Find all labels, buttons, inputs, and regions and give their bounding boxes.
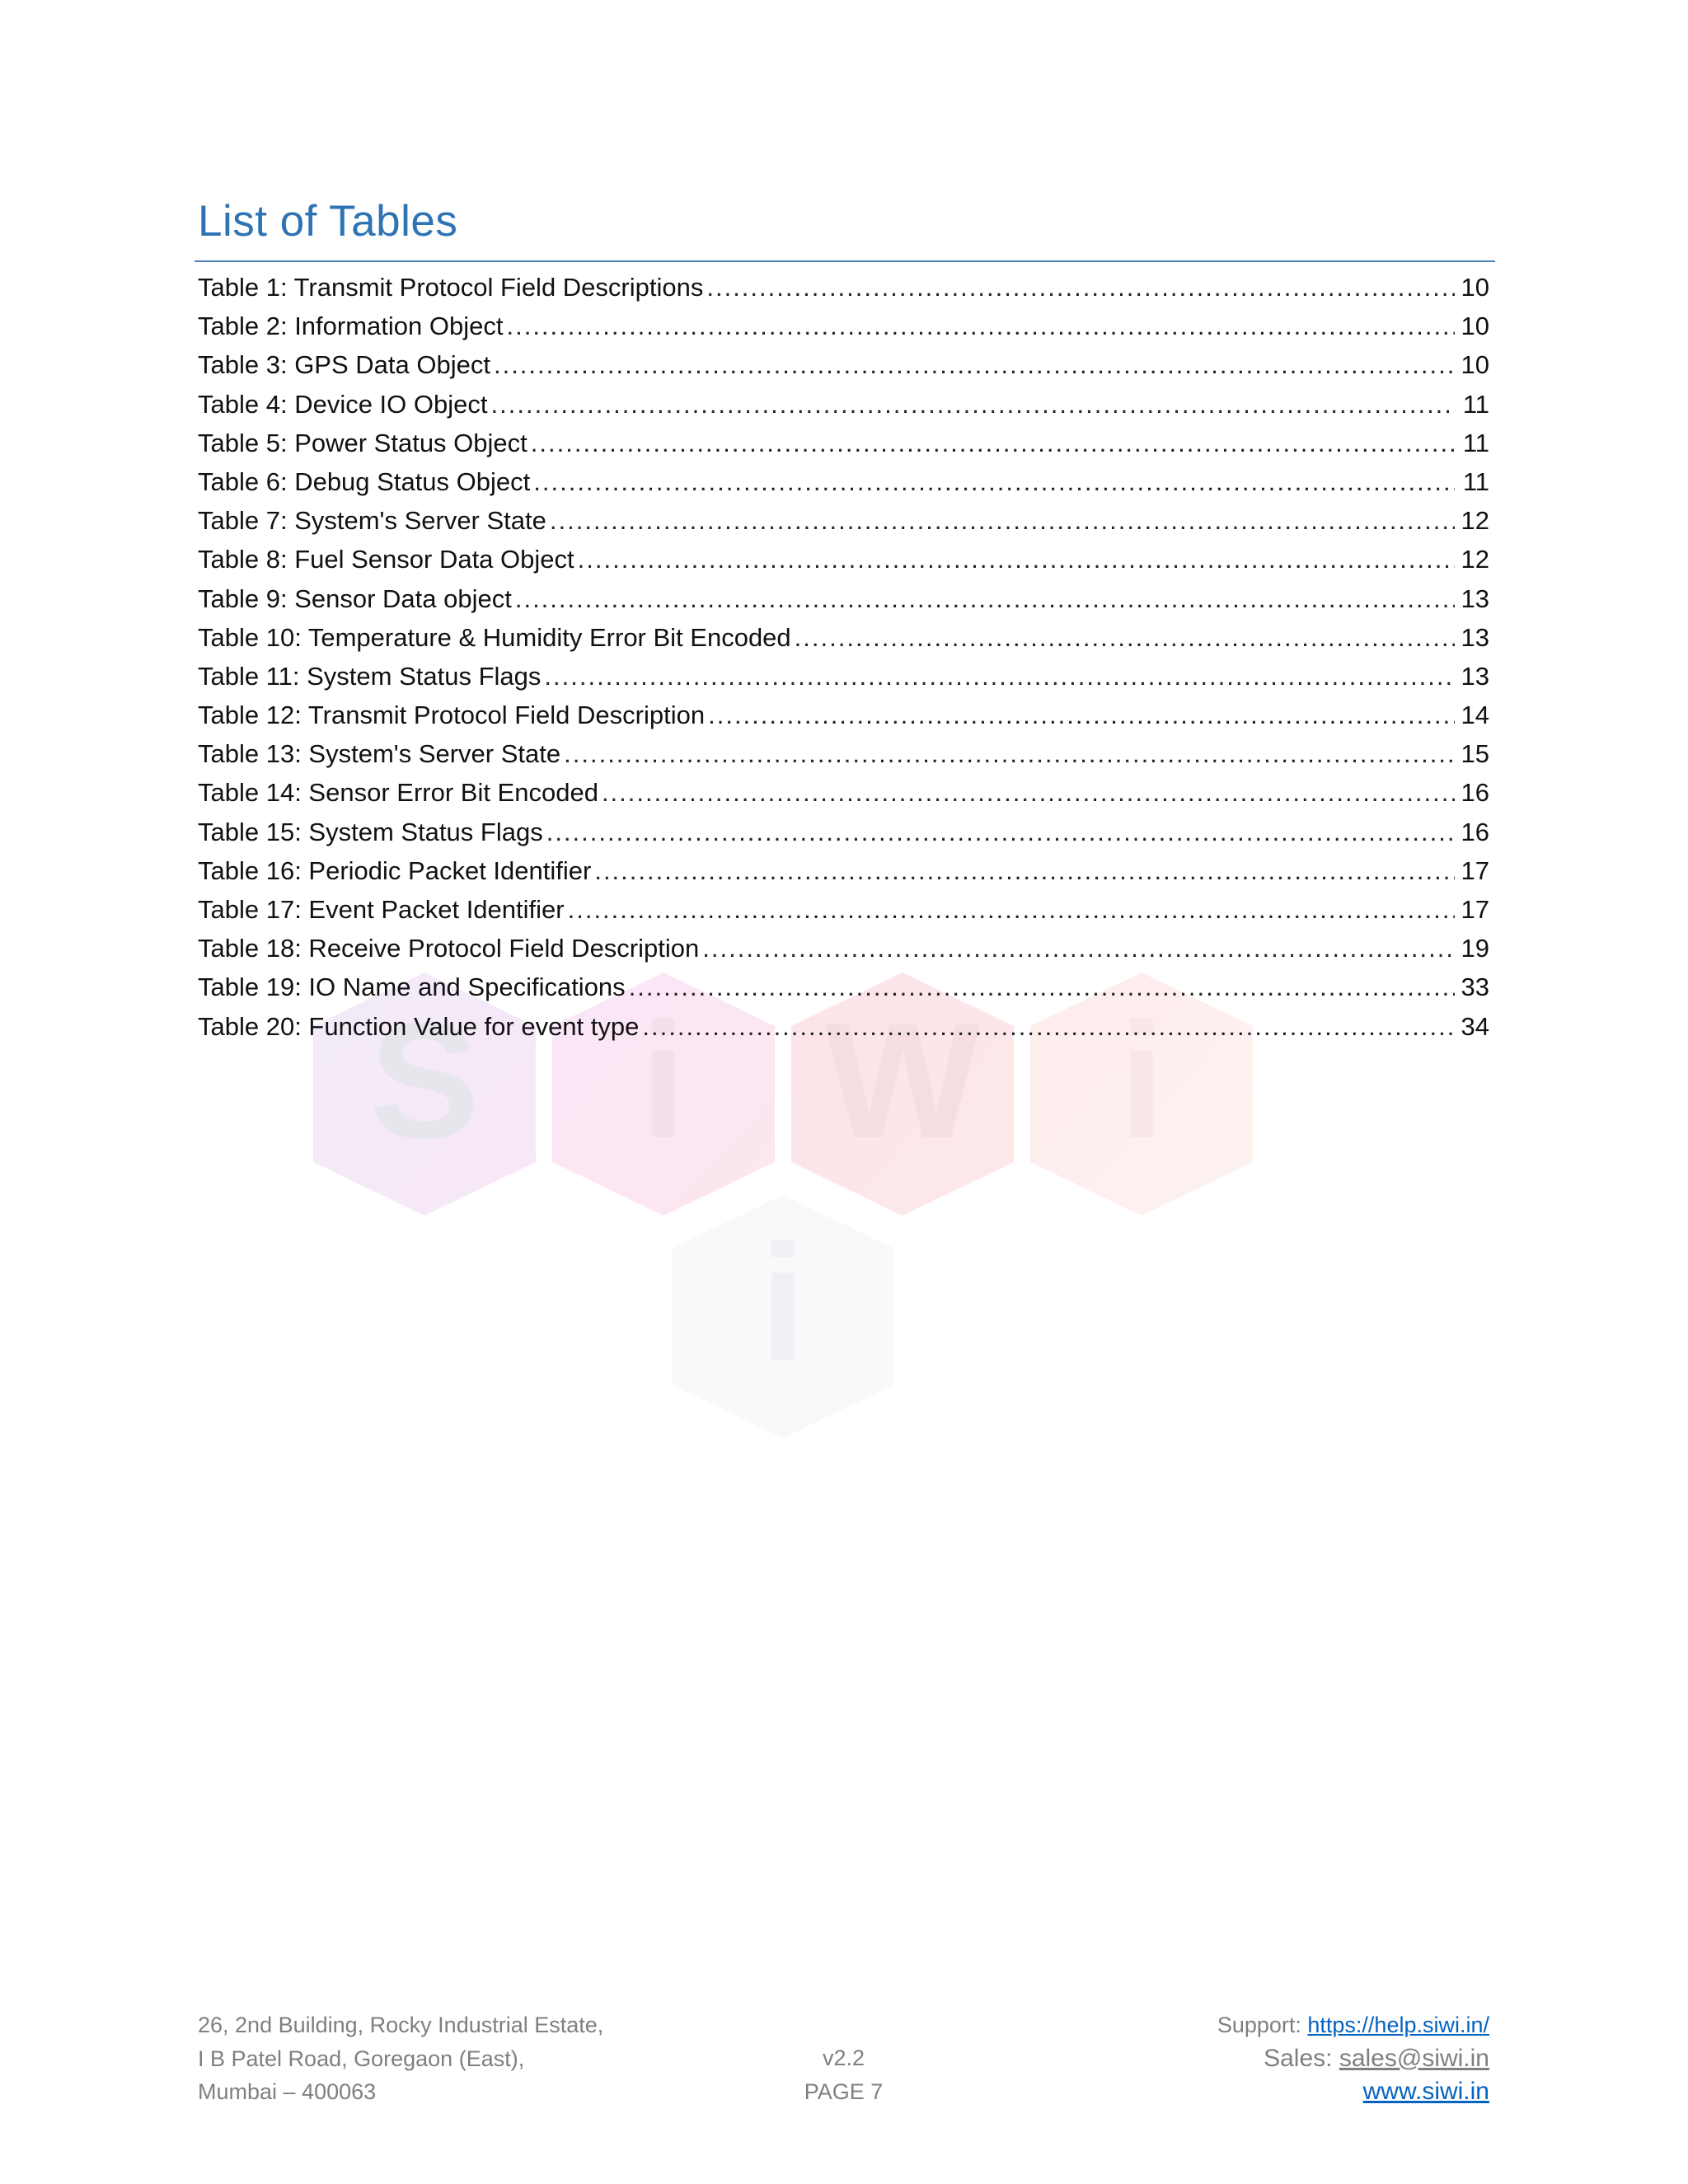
page-number: PAGE 7 (804, 2079, 884, 2104)
toc-entry-label: Table 8: Fuel Sensor Data Object (198, 545, 574, 574)
toc-entry-page-number: 16 (1461, 817, 1489, 846)
toc-dot-leader (564, 734, 1455, 773)
toc-entry-page-number: 11 (1462, 428, 1489, 457)
address-line-3: Mumbai – 400063 (198, 2079, 377, 2104)
toc-entry[interactable] (198, 462, 1489, 501)
toc-entry[interactable] (198, 813, 1489, 851)
watermark-letter: S (369, 989, 480, 1173)
toc-dot-leader (706, 268, 1455, 307)
sales-email-link[interactable]: sales@siwi.in (1339, 2044, 1489, 2072)
toc-entry[interactable] (198, 890, 1489, 929)
toc-entry-label: Table 6: Debug Status Object (198, 466, 531, 496)
watermark-hex-5 (672, 1195, 894, 1438)
toc-entry[interactable] (198, 1007, 1489, 1046)
toc-dot-leader (491, 385, 1456, 424)
toc-entry-label: Table 9: Sensor Data object (198, 583, 512, 613)
toc-entry[interactable] (198, 657, 1489, 696)
toc-dot-leader (544, 657, 1455, 696)
toc-entry-label: Table 19: IO Name and Specifications (198, 972, 626, 1002)
toc-entry-page-number: 33 (1461, 972, 1489, 1002)
watermark-letter: i (1118, 989, 1165, 1173)
toc-dot-leader (531, 424, 1455, 462)
toc-dot-leader (546, 813, 1455, 851)
toc-entry[interactable] (198, 345, 1489, 384)
toc-entry-page-number: 17 (1461, 895, 1489, 924)
sales-contact (1217, 2042, 1489, 2076)
toc-entry[interactable] (198, 773, 1489, 812)
toc-dot-leader (515, 579, 1455, 618)
toc-entry[interactable] (198, 696, 1489, 734)
toc-dot-leader (578, 540, 1455, 579)
toc-entry[interactable] (198, 501, 1489, 540)
watermark-letter: i (640, 989, 687, 1173)
toc-entry-page-number: 11 (1462, 466, 1489, 496)
toc-entry[interactable] (198, 385, 1489, 424)
toc-entry-page-number: 12 (1461, 545, 1489, 574)
toc-entry[interactable] (198, 929, 1489, 968)
toc-entry-page-number: 13 (1461, 583, 1489, 613)
toc-dot-leader (702, 929, 1455, 968)
toc-dot-leader (642, 1007, 1455, 1046)
toc-entry-page-number: 14 (1461, 701, 1489, 730)
toc-entry[interactable] (198, 424, 1489, 462)
toc-entry[interactable] (198, 734, 1489, 773)
toc-dot-leader (594, 851, 1455, 890)
sales-label: Sales: (1264, 2044, 1339, 2072)
page-footer (198, 2008, 1489, 2116)
toc-entry-page-number: 16 (1461, 778, 1489, 808)
toc-entry-label: Table 14: Sensor Error Bit Encoded (198, 778, 598, 808)
toc-entry-label: Table 18: Receive Protocol Field Description (198, 934, 700, 963)
table-of-contents-list (198, 268, 1489, 1046)
toc-entry[interactable] (198, 579, 1489, 618)
toc-entry-label: Table 13: System's Server State (198, 739, 561, 769)
toc-entry-label: Table 3: GPS Data Object (198, 350, 490, 380)
toc-entry-label: Table 15: System Status Flags (198, 817, 543, 846)
toc-dot-leader (533, 462, 1455, 501)
toc-entry[interactable] (198, 268, 1489, 307)
toc-entry-label: Table 2: Information Object (198, 312, 504, 341)
toc-entry-page-number: 19 (1461, 934, 1489, 963)
address-line-1: 26, 2nd Building, Rocky Industrial Estate, (198, 2013, 604, 2037)
toc-entry-page-number: 15 (1461, 739, 1489, 769)
list-of-tables-heading: List of Tables (198, 197, 458, 246)
toc-dot-leader (568, 890, 1455, 929)
toc-entry[interactable] (198, 618, 1489, 657)
toc-entry-page-number: 12 (1461, 506, 1489, 536)
toc-dot-leader (602, 773, 1455, 812)
toc-entry[interactable] (198, 307, 1489, 345)
document-version: v2.2 (822, 2046, 865, 2070)
toc-dot-leader (708, 696, 1455, 734)
toc-dot-leader (506, 307, 1455, 345)
heading-underline (195, 260, 1495, 262)
toc-entry[interactable] (198, 851, 1489, 890)
toc-entry-page-number: 11 (1462, 389, 1489, 419)
toc-entry-page-number: 10 (1461, 350, 1489, 380)
toc-entry-label: Table 5: Power Status Object (198, 428, 528, 457)
toc-entry-page-number: 17 (1461, 855, 1489, 885)
toc-entry-label: Table 1: Transmit Protocol Field Descriptions (198, 273, 704, 302)
website-link[interactable]: www.siwi.in (1362, 2078, 1489, 2105)
toc-entry-page-number: 34 (1461, 1011, 1489, 1041)
website-contact (1217, 2075, 1489, 2109)
toc-entry-label: Table 7: System's Server State (198, 506, 546, 536)
toc-entry-label: Table 11: System Status Flags (198, 661, 542, 691)
support-link[interactable]: https://help.siwi.in/ (1307, 2013, 1489, 2037)
toc-dot-leader (629, 968, 1455, 1006)
toc-entry-label: Table 12: Transmit Protocol Field Description (198, 701, 706, 730)
toc-entry-page-number: 13 (1461, 661, 1489, 691)
toc-entry-page-number: 10 (1461, 273, 1489, 302)
toc-entry-label: Table 4: Device IO Object (198, 389, 488, 419)
toc-entry-label: Table 16: Periodic Packet Identifier (198, 855, 592, 885)
toc-entry-page-number: 10 (1461, 312, 1489, 341)
toc-entry-label: Table 20: Function Value for event type (198, 1011, 640, 1041)
watermark-letter: W (824, 989, 981, 1173)
toc-entry-label: Table 17: Event Packet Identifier (198, 895, 565, 924)
toc-entry[interactable] (198, 540, 1489, 579)
toc-entry-page-number: 13 (1461, 622, 1489, 652)
toc-dot-leader (550, 501, 1455, 540)
support-contact (1217, 2008, 1489, 2042)
support-label: Support: (1217, 2013, 1308, 2037)
footer-contacts (1217, 2008, 1489, 2109)
toc-dot-leader (795, 618, 1455, 657)
address-line-2: I B Patel Road, Goregaon (East), (198, 2046, 525, 2071)
toc-dot-leader (494, 345, 1455, 384)
watermark-letter: i (760, 1212, 806, 1395)
toc-entry[interactable] (198, 968, 1489, 1006)
toc-entry-label: Table 10: Temperature & Humidity Error Bit Encoded (198, 622, 791, 652)
